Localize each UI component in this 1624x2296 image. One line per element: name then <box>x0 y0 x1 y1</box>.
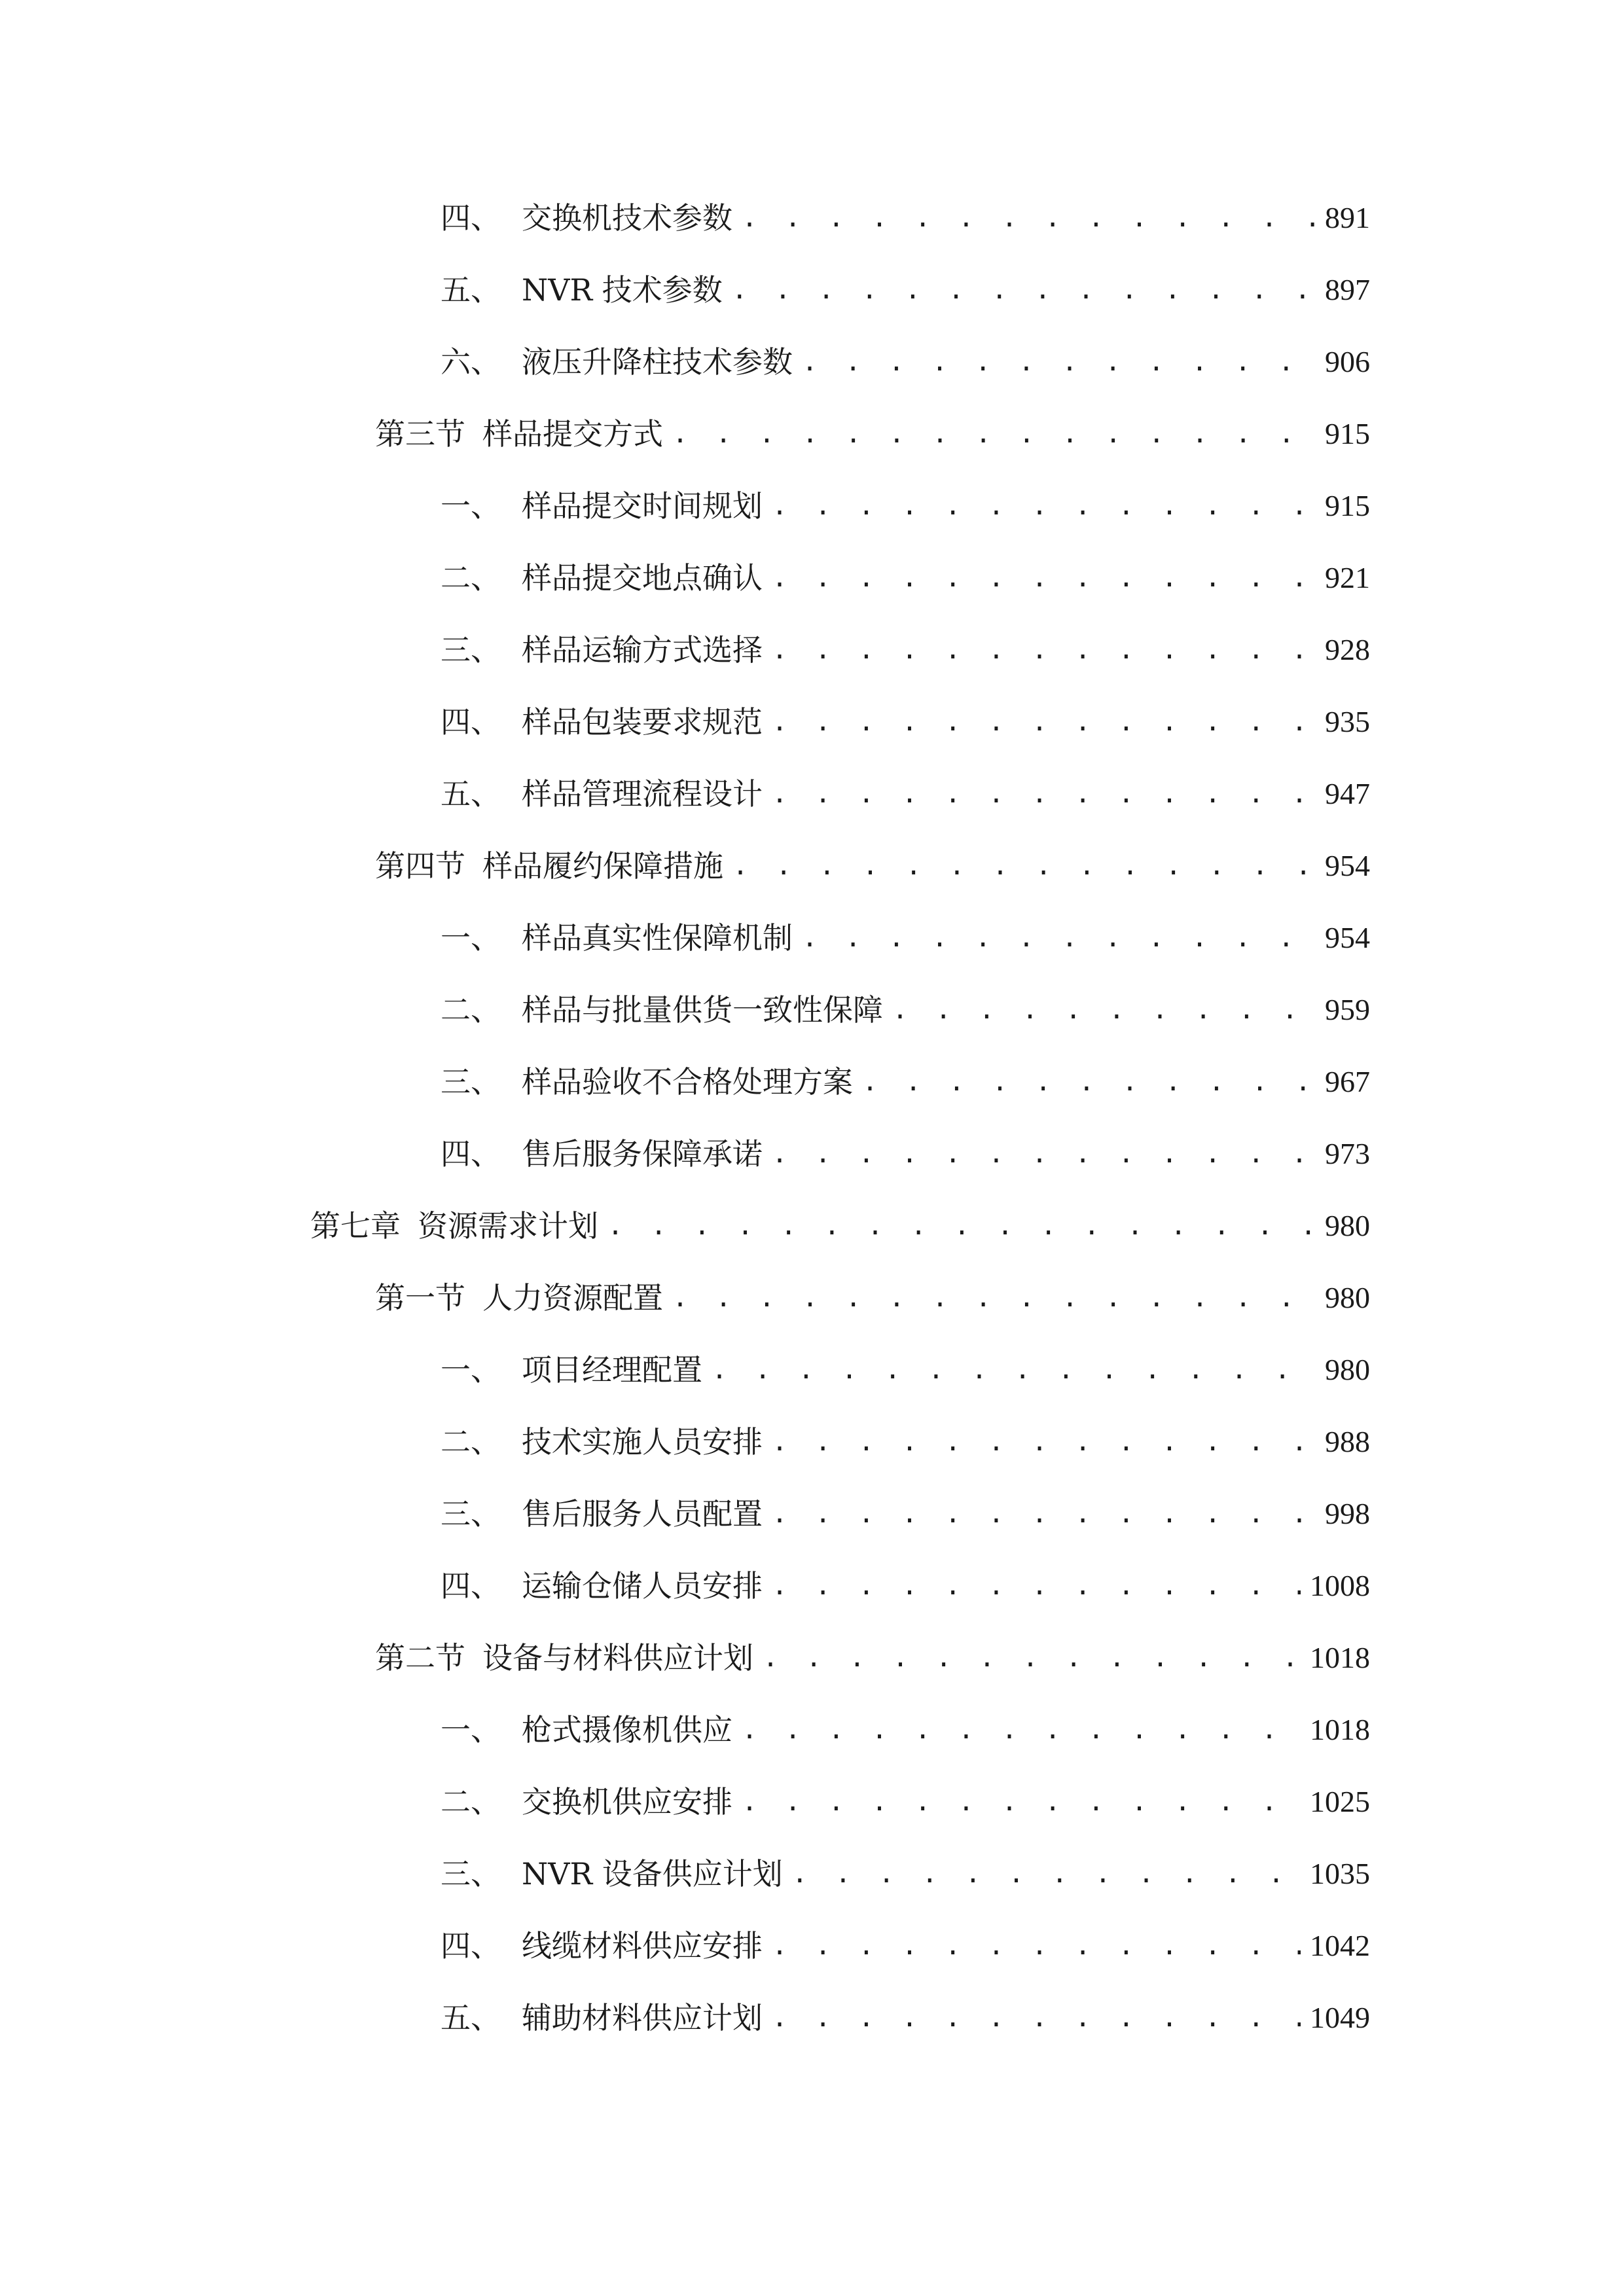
toc-entry-number: 一、 <box>441 920 501 956</box>
toc-entry[interactable] <box>441 987 1370 1033</box>
toc-entry[interactable] <box>441 483 1370 529</box>
toc-entry-page: 915 <box>1325 489 1370 522</box>
toc-section-title: 设备与材料供应计划 <box>482 1640 753 1676</box>
toc-entry[interactable] <box>441 1995 1370 2041</box>
dot-leader <box>763 1635 1301 1681</box>
dot-leader <box>772 627 1316 673</box>
dot-leader <box>772 771 1316 817</box>
toc-section-entry[interactable] <box>375 1275 1370 1321</box>
toc-entry[interactable] <box>441 267 1370 313</box>
dot-leader <box>772 699 1316 745</box>
toc-entry-page: 967 <box>1325 1065 1370 1098</box>
toc-entry-title: 样品包装要求规范 <box>522 704 763 740</box>
toc-entry[interactable] <box>441 915 1370 961</box>
toc-entry[interactable] <box>441 1707 1370 1753</box>
toc-section-page: 980 <box>1325 1281 1370 1314</box>
dot-leader <box>607 1203 1316 1249</box>
toc-entry-page: 959 <box>1325 993 1370 1026</box>
toc-entry[interactable] <box>441 1419 1370 1465</box>
dot-leader <box>892 987 1316 1033</box>
toc-entry[interactable] <box>441 1059 1370 1105</box>
toc-entry-page: 921 <box>1325 561 1370 594</box>
dot-leader <box>802 915 1316 961</box>
toc-entry-number: 二、 <box>441 560 501 596</box>
toc-entry-title: 售后服务保障承诺 <box>522 1136 763 1172</box>
toc-entry[interactable] <box>441 555 1370 601</box>
toc-entry-page: 897 <box>1325 273 1370 306</box>
toc-section-page: 915 <box>1325 417 1370 450</box>
toc-entry-title: 枪式摄像机供应 <box>522 1712 732 1748</box>
toc-entry-page: 1035 <box>1310 1857 1370 1890</box>
toc-entry-number: 四、 <box>441 1568 501 1604</box>
toc-section-number: 第四节 <box>375 848 465 884</box>
toc-entry-page: 1042 <box>1310 1929 1370 1962</box>
toc-chapter-entry[interactable] <box>310 1203 1370 1249</box>
dot-leader <box>772 1491 1316 1537</box>
toc-entry-number: 四、 <box>441 200 501 236</box>
dot-leader <box>672 411 1316 457</box>
toc-chapter-page: 980 <box>1325 1209 1370 1242</box>
toc-entry[interactable] <box>441 1923 1370 1969</box>
toc-entry-page: 988 <box>1325 1425 1370 1458</box>
toc-entry-number: 二、 <box>441 992 501 1028</box>
dot-leader <box>772 1563 1301 1609</box>
dot-leader <box>772 555 1316 601</box>
dot-leader <box>772 1419 1316 1465</box>
toc-entry-page: 928 <box>1325 633 1370 666</box>
toc-section-number: 第二节 <box>375 1640 465 1676</box>
toc-entry-title: 样品提交时间规划 <box>522 488 763 524</box>
toc-entry-title: 线缆材料供应安排 <box>522 1928 763 1964</box>
toc-section-number: 第三节 <box>375 416 465 452</box>
toc-entry-title: 交换机供应安排 <box>522 1784 732 1820</box>
toc-entry-number: 四、 <box>441 1136 501 1172</box>
dot-leader <box>772 483 1316 529</box>
dot-leader <box>742 1779 1301 1825</box>
dot-leader <box>802 339 1316 385</box>
dot-leader <box>712 1347 1316 1393</box>
toc-entry-title: 样品验收不合格处理方案 <box>522 1064 853 1100</box>
toc-entry[interactable] <box>441 699 1370 745</box>
toc-entry-page: 906 <box>1325 345 1370 378</box>
toc-section-entry[interactable] <box>375 411 1370 457</box>
toc-entry-number: 五、 <box>441 776 501 812</box>
toc-entry-number: 四、 <box>441 704 501 740</box>
toc-entry-number: 五、 <box>441 272 501 308</box>
dot-leader <box>772 1131 1316 1177</box>
toc-entry-number: 一、 <box>441 1712 501 1748</box>
toc-section-number: 第一节 <box>375 1280 465 1316</box>
toc-entry[interactable] <box>441 1779 1370 1825</box>
dot-leader <box>672 1275 1316 1321</box>
toc-entry-title: 项目经理配置 <box>522 1352 702 1388</box>
toc-entry-number: 六、 <box>441 344 501 380</box>
toc-entry[interactable] <box>441 1563 1370 1609</box>
dot-leader <box>772 1923 1301 1969</box>
toc-entry-title: NVR 技术参数 <box>522 272 723 308</box>
toc-entry[interactable] <box>441 627 1370 673</box>
toc-section-page: 954 <box>1325 849 1370 882</box>
toc-entry-title: 交换机技术参数 <box>522 200 732 236</box>
toc-entry-page: 1008 <box>1310 1569 1370 1602</box>
toc-entry-page: 998 <box>1325 1497 1370 1530</box>
toc-section-title: 样品提交方式 <box>482 416 663 452</box>
toc-chapter-number: 第七章 <box>310 1208 401 1244</box>
toc-entry-page: 1018 <box>1310 1713 1370 1746</box>
toc-entry-number: 四、 <box>441 1928 501 1964</box>
toc-entry-page: 935 <box>1325 705 1370 738</box>
toc-entry-page: 1025 <box>1310 1785 1370 1818</box>
toc-section-page: 1018 <box>1310 1641 1370 1674</box>
toc-entry-page: 973 <box>1325 1137 1370 1170</box>
toc-entry-title: NVR 设备供应计划 <box>522 1856 783 1892</box>
toc-entry-title: 辅助材料供应计划 <box>522 2000 763 2036</box>
toc-entry-page: 980 <box>1325 1353 1370 1386</box>
toc-entry-number: 三、 <box>441 1064 501 1100</box>
dot-leader <box>792 1851 1301 1897</box>
toc-entry-title: 样品管理流程设计 <box>522 776 763 812</box>
toc-entry-title: 技术实施人员安排 <box>522 1424 763 1460</box>
toc-chapter-title: 资源需求计划 <box>418 1208 598 1244</box>
toc-section-title: 人力资源配置 <box>482 1280 663 1316</box>
dot-leader <box>772 1995 1301 2041</box>
toc-entry-number: 三、 <box>441 1856 501 1892</box>
dot-leader <box>742 195 1316 241</box>
toc-entry-number: 一、 <box>441 1352 501 1388</box>
toc-entry-number: 二、 <box>441 1784 501 1820</box>
toc-section-entry[interactable] <box>375 1635 1370 1681</box>
toc-entry-number: 二、 <box>441 1424 501 1460</box>
toc-entry-title: 样品与批量供货一致性保障 <box>522 992 883 1028</box>
toc-entry-number: 三、 <box>441 632 501 668</box>
dot-leader <box>732 267 1316 313</box>
toc-entry[interactable] <box>441 339 1370 385</box>
toc-entry-number: 五、 <box>441 2000 501 2036</box>
toc-entry-page: 1049 <box>1310 2001 1370 2034</box>
toc-entry-title: 样品真实性保障机制 <box>522 920 793 956</box>
toc-entry-title: 液压升降柱技术参数 <box>522 344 793 380</box>
toc-entry[interactable] <box>441 1851 1370 1897</box>
dot-leader <box>742 1707 1301 1753</box>
toc-entry[interactable] <box>441 771 1370 817</box>
toc-entry-title: 样品提交地点确认 <box>522 560 763 596</box>
toc-entry-page: 947 <box>1325 777 1370 810</box>
toc-section-entry[interactable] <box>375 843 1370 889</box>
toc-section-title: 样品履约保障措施 <box>482 848 723 884</box>
dot-leader <box>732 843 1316 889</box>
toc-entry-title: 运输仓储人员安排 <box>522 1568 763 1604</box>
toc-entry-page: 954 <box>1325 921 1370 954</box>
dot-leader <box>862 1059 1316 1105</box>
toc-entry-title: 样品运输方式选择 <box>522 632 763 668</box>
toc-entry[interactable] <box>441 195 1370 241</box>
toc-entry-page: 891 <box>1325 201 1370 234</box>
toc-entry[interactable] <box>441 1131 1370 1177</box>
toc-entry[interactable] <box>441 1347 1370 1393</box>
toc-entry-title: 售后服务人员配置 <box>522 1496 763 1532</box>
toc-entry[interactable] <box>441 1491 1370 1537</box>
toc-entry-number: 一、 <box>441 488 501 524</box>
toc-entry-number: 三、 <box>441 1496 501 1532</box>
